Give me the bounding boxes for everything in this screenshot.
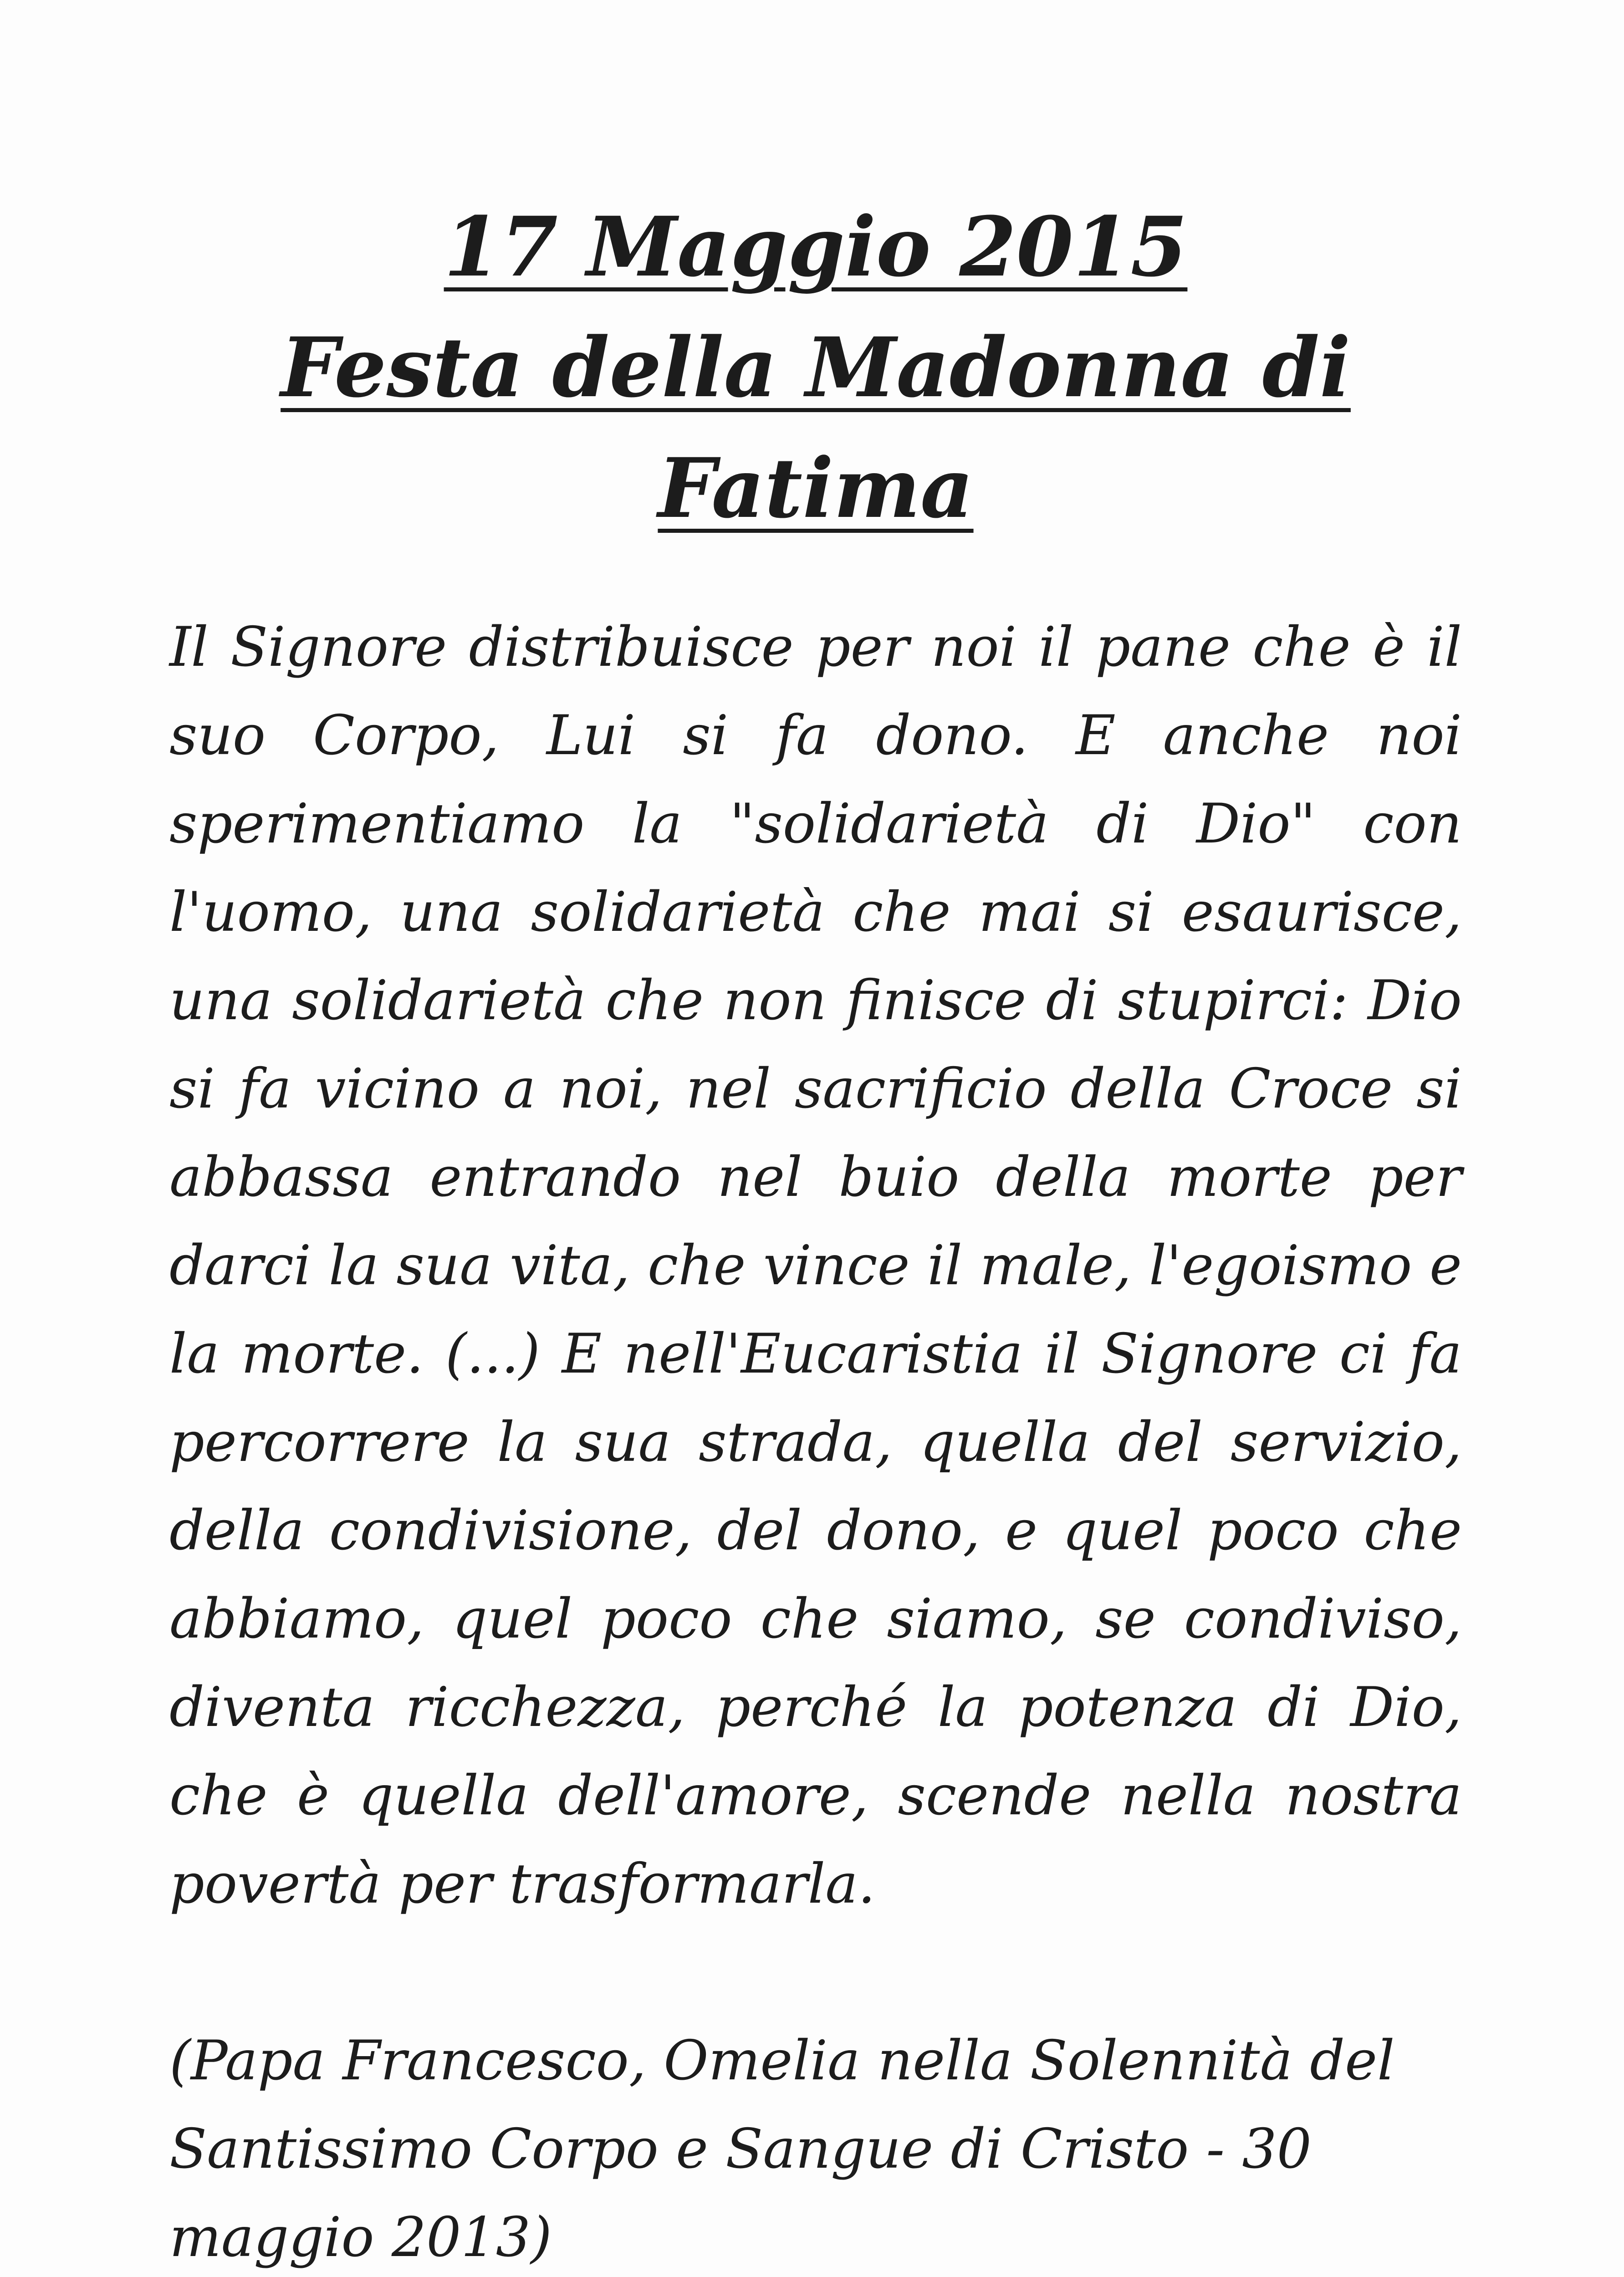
title-feast: Festa della Madonna di Fatima	[281, 320, 1351, 536]
document-title	[169, 187, 1462, 549]
citation: (Papa Francesco, Omelia nella Solennità del Santissimo Corpo e Sangue di Cristo - 30 maggio 2013)	[169, 2029, 1395, 2269]
title-date: 17 Maggio 2015	[444, 199, 1188, 295]
document-content	[169, 187, 1462, 2277]
body-paragraph: Il Signore distribuisce per noi il pane che è il suo Corpo, Lui si fa dono. E anche noi sperimentiamo la "solidarietà di Dio" con l'uomo, una solidarietà che mai si esaurisce, una solidarietà che non finisce di stupirci: Dio si fa vicino a noi, nel sacrificio della Croce si abbassa entrando nel buio della morte per darci la sua vita, che vince il male, l'egoismo e la morte. (...) E nell'Eucaristia il Signore ci fa percorrere la sua strada, quella del servizio, della condivisione, del dono, e quel poco che abbiamo, quel poco che siamo, se condiviso, diventa ricchezza, perché la potenza di Dio, che è quella dell'amore, scende nella nostra povertà per trasformarla.	[169, 616, 1462, 1916]
